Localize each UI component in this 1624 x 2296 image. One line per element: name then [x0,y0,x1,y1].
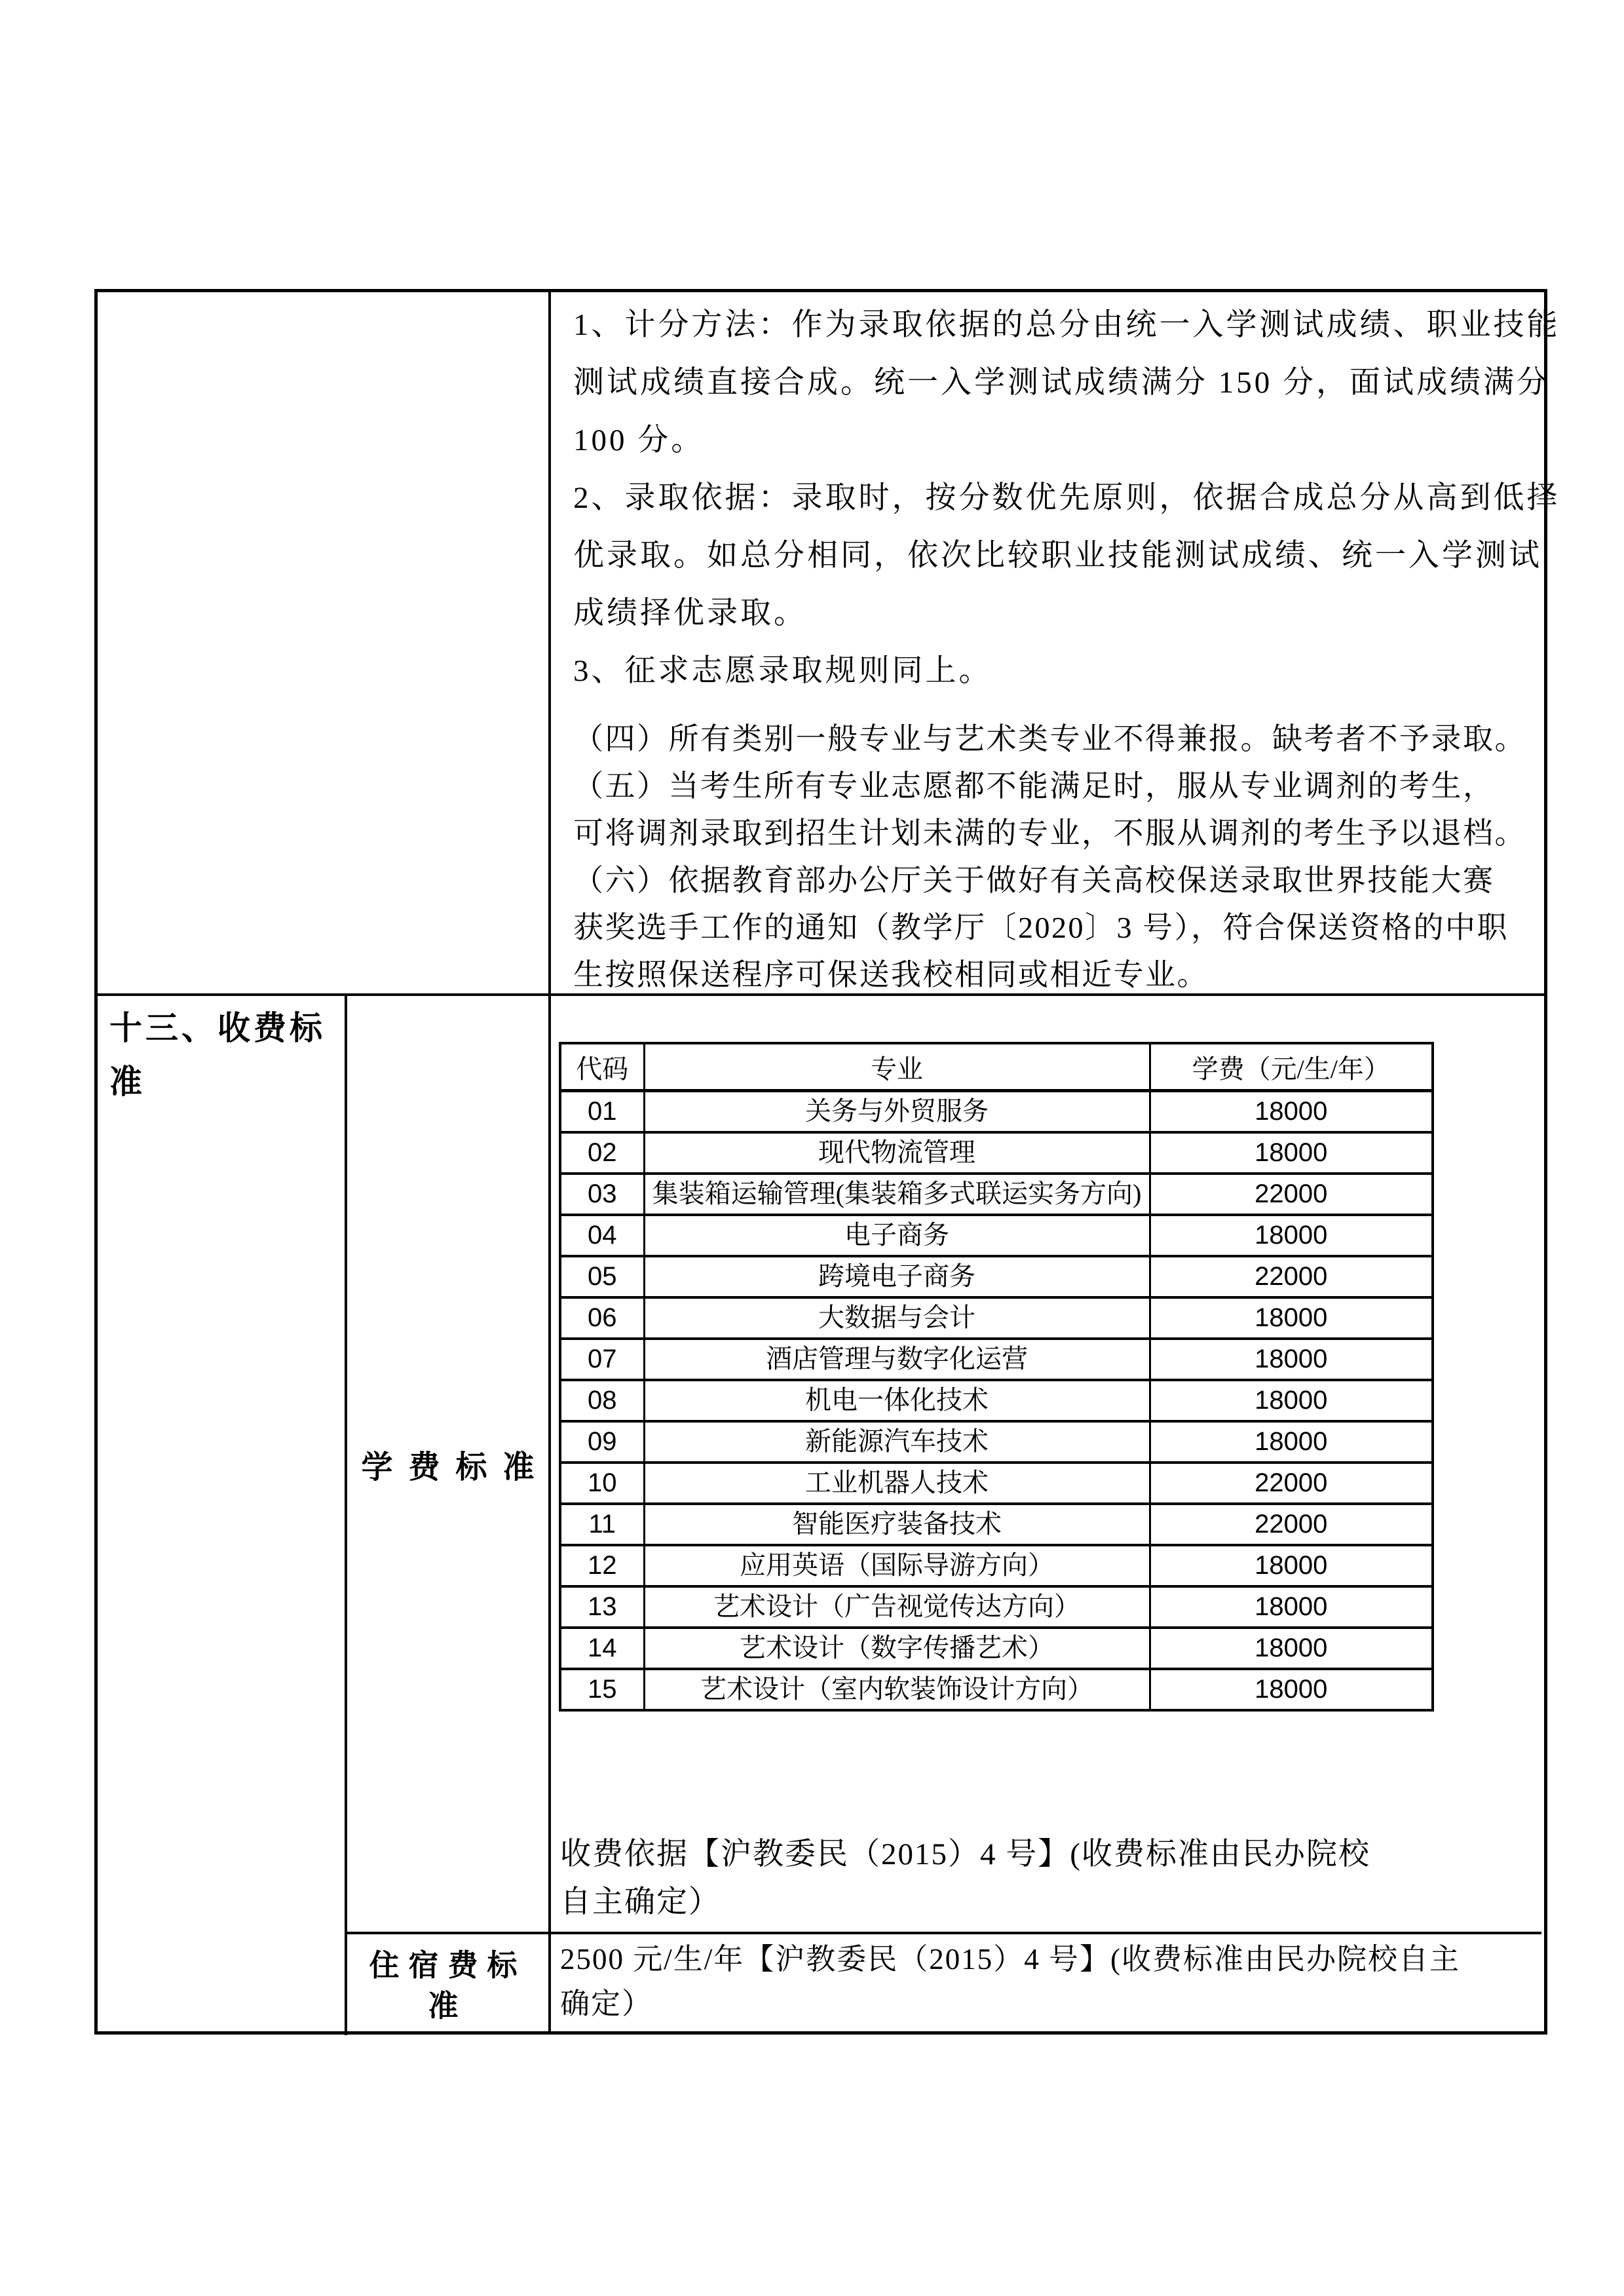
major-cell: 艺术设计（室内软装饰设计方向） [644,1669,1150,1710]
fee-cell: 18000 [1150,1091,1433,1132]
major-cell: 跨境电子商务 [644,1256,1150,1297]
tuition-table-row [560,1174,1433,1215]
major-header: 专业 [644,1043,1150,1091]
fee-header: 学费（元/生/年） [1150,1043,1433,1091]
code-cell: 07 [560,1339,644,1380]
tuition-fee-table [559,1042,1434,1712]
major-cell: 酒店管理与数字化运营 [644,1339,1150,1380]
rule-line: （五）当考生所有专业志愿都不能满足时，服从专业调剂的考生， [573,769,1495,803]
scoring-rules-paragraph [573,296,1560,700]
rule-line: 可将调剂录取到招生计划未满的专业，不服从调剂的考生予以退档。 [573,816,1526,850]
tuition-table-row [560,1091,1433,1132]
fee-cell: 22000 [1150,1174,1433,1215]
tuition-table-row [560,1628,1433,1669]
accommodation-standard-label: 住宿费标准 [369,1949,527,2023]
code-cell: 09 [560,1421,644,1463]
tuition-table-row [560,1297,1433,1339]
tuition-table-row [560,1132,1433,1174]
code-cell: 06 [560,1297,644,1339]
tuition-table-row [560,1380,1433,1421]
fee-cell: 18000 [1150,1380,1433,1421]
tuition-table-row [560,1256,1433,1297]
rule-line: 3、征求志愿录取规则同上。 [573,654,992,688]
major-cell: 艺术设计（广告视觉传达方向） [644,1586,1150,1628]
tuition-basis-note [560,1831,1370,1926]
tuition-table-header-row [560,1043,1433,1091]
code-cell: 04 [560,1215,644,1256]
rule-line: 2、录取依据：录取时，按分数优先原则，依据合成总分从高到低择 [573,481,1560,515]
major-cell: 艺术设计（数字传播艺术） [644,1628,1150,1669]
tuition-standard-label: 学费标准 [361,1449,550,1485]
rule-line: 获奖选手工作的通知（教学厅〔2020〕3 号），符合保送资格的中职 [573,911,1509,944]
code-header: 代码 [560,1043,644,1091]
fee-cell: 18000 [1150,1132,1433,1174]
fee-cell: 18000 [1150,1339,1433,1380]
code-cell: 01 [560,1091,644,1132]
fee-cell: 18000 [1150,1297,1433,1339]
code-cell: 13 [560,1586,644,1628]
accommodation-fee-line: 2500 元/生/年【沪教委民（2015）4 号】(收费标准由民办院校自主 [560,1943,1460,1976]
fee-cell: 18000 [1150,1628,1433,1669]
fee-cell: 22000 [1150,1504,1433,1545]
basis-line: 自主确定） [560,1885,721,1919]
code-cell: 12 [560,1545,644,1586]
major-cell: 关务与外贸服务 [644,1091,1150,1132]
tuition-table-row [560,1586,1433,1628]
major-cell: 集装箱运输管理(集装箱多式联运实务方向) [644,1174,1150,1215]
fee-cell: 22000 [1150,1463,1433,1504]
fee-cell: 18000 [1150,1586,1433,1628]
code-cell: 14 [560,1628,644,1669]
major-cell: 应用英语（国际导游方向） [644,1545,1150,1586]
code-cell: 10 [560,1463,644,1504]
rule-line: 优录取。如总分相同，依次比较职业技能测试成绩、统一入学测试 [573,539,1542,573]
tuition-table-row [560,1504,1433,1545]
fee-cell: 18000 [1150,1669,1433,1710]
fee-cell: 18000 [1150,1215,1433,1256]
major-cell: 大数据与会计 [644,1297,1150,1339]
admission-rules-cell [551,292,1560,993]
accommodation-fee-line: 确定） [560,1987,653,2020]
rule-line: 测试成绩直接合成。统一入学测试成绩满分 150 分，面试成绩满分 [573,366,1550,400]
fee-cell: 18000 [1150,1421,1433,1463]
code-cell: 15 [560,1669,644,1710]
tuition-table-row [560,1463,1433,1504]
section-13-label: 十三、收费标准 [109,1010,326,1100]
fee-cell: 18000 [1150,1545,1433,1586]
tuition-table-body [560,1091,1433,1710]
code-cell: 11 [560,1504,644,1545]
rule-line: 成绩择优录取。 [573,596,807,630]
code-cell: 03 [560,1174,644,1215]
code-cell: 05 [560,1256,644,1297]
tuition-table-row [560,1339,1433,1380]
basis-line: 收费依据【沪教委民（2015）4 号】(收费标准由民办院校 [560,1837,1370,1871]
accommodation-standard-label-cell [347,1934,548,2038]
major-cell: 新能源汽车技术 [644,1421,1150,1463]
fee-cell: 22000 [1150,1256,1433,1297]
tuition-table-row [560,1545,1433,1586]
major-cell: 机电一体化技术 [644,1380,1150,1421]
major-cell: 智能医疗装备技术 [644,1504,1150,1545]
code-cell: 08 [560,1380,644,1421]
major-cell: 现代物流管理 [644,1132,1150,1174]
rule-line: （四）所有类别一般专业与艺术类专业不得兼报。缺考者不予录取。 [573,722,1526,756]
rule-line: 100 分。 [573,423,705,457]
rule-line: 1、计分方法：作为录取依据的总分由统一入学测试成绩、职业技能 [573,308,1560,342]
tuition-table-row [560,1669,1433,1710]
rule-line: （六）依据教育部办公厅关于做好有关高校保送录取世界技能大赛 [573,864,1495,897]
tuition-standard-label-cell [347,996,548,1932]
extra-rules-paragraph [573,716,1532,999]
rule-line: 生按照保送程序可保送我校相同或相近专业。 [573,958,1209,991]
code-cell: 02 [560,1132,644,1174]
admissions-table [94,289,1560,2035]
tuition-table-row [560,1421,1433,1463]
tuition-table-row [560,1215,1433,1256]
major-cell: 工业机器人技术 [644,1463,1150,1504]
accommodation-fee-cell [551,1934,1547,2038]
tuition-content-cell [551,996,1547,1932]
major-cell: 电子商务 [644,1215,1150,1256]
